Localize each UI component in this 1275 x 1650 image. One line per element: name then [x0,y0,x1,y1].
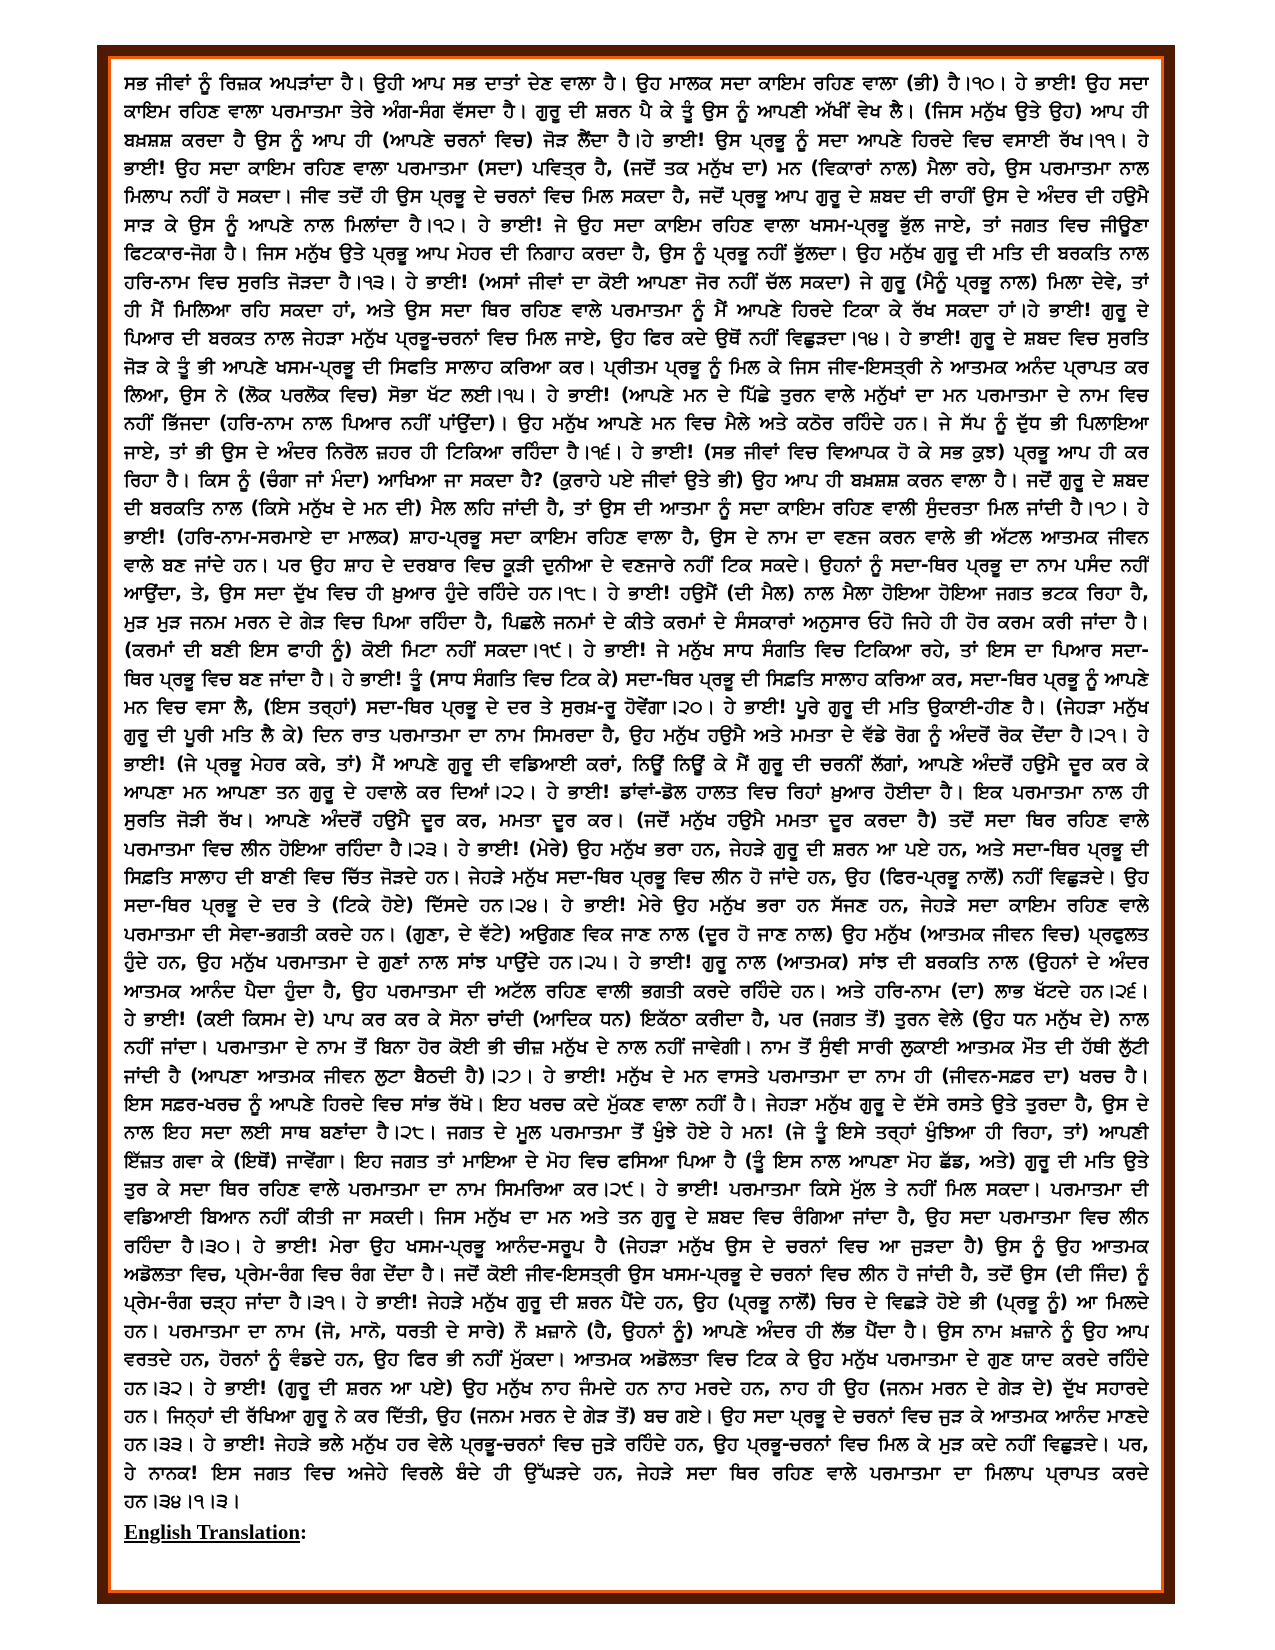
text-line: ਵਾਲੇ ਬਣ ਜਾਂਦੇ ਹਨ। ਪਰ ਉਹ ਸ਼ਾਹ ਦੇ ਦਰਬਾਰ ਵਿਚ ਕੂੜੀ ਦੁਨੀਆ ਦੇ ਵਣਜਾਰੇ ਨਹੀਂ ਟਿਕ ਸਕਦੇ। ਉਹਨਾਂ ਨੂੰ ਸਦਾ-ਥਿਰ ਪ੍ਰਭੂ ਦਾ ਨਾਮ ਪਸੰਦ ਨਹੀਂ [124,555,1149,577]
english-translation-label: English Translation [124,1520,301,1544]
text-line: ਹਨ।੩੩। ਹੇ ਭਾਈ! ਜੇਹੜੇ ਭਲੇ ਮਨੁੱਖ ਹਰ ਵੇਲੇ ਪ੍ਰਭੂ-ਚਰਨਾਂ ਵਿਚ ਜੁੜੇ ਰਹਿੰਦੇ ਹਨ, ਉਹ ਪ੍ਰਭੂ-ਚਰਨਾਂ ਵਿਚ ਮਿਲ ਕੇ ਮੁੜ ਕਦੇ ਨਹੀਂ ਵਿਛੁੜਦੇ। ਪਰ, [124,1434,1149,1456]
text-line: ਦੀ ਬਰਕਤਿ ਨਾਲ (ਕਿਸੇ ਮਨੁੱਖ ਦੇ ਮਨ ਦੀ) ਮੈਲ ਲਹਿ ਜਾਂਦੀ ਹੈ, ਤਾਂ ਉਸ ਦੀ ਆਤਮਾ ਨੂੰ ਸਦਾ ਕਾਇਮ ਰਹਿਣ ਵਾਲੀ ਸੁੰਦਰਤਾ ਮਿਲ ਜਾਂਦੀ ਹੈ।੧੭। ਹੇ [124,498,1149,520]
text-line: ਅਡੋਲਤਾ ਵਿਚ, ਪ੍ਰੇਮ-ਰੰਗ ਵਿਚ ਰੰਗ ਦੇਂਦਾ ਹੈ। ਜਦੋਂ ਕੋਈ ਜੀਵ-ਇਸਤ੍ਰੀ ਉਸ ਖਸਮ-ਪ੍ਰਭੂ ਦੇ ਚਰਨਾਂ ਵਿਚ ਲੀਨ ਹੋ ਜਾਂਦੀ ਹੈ, ਤਦੋਂ ਉਸ (ਦੀ ਜਿੰਦ) ਨੂੰ [124,1264,1149,1286]
text-line: ਨਾਲ ਇਹ ਸਦਾ ਲਈ ਸਾਥ ਬਣਾਂਦਾ ਹੈ।੨੮। ਜਗਤ ਦੇ ਮੂਲ ਪਰਮਾਤਮਾ ਤੋਂ ਖੁੰਝੇ ਹੋਏ ਹੇ ਮਨ! (ਜੇ ਤੂੰ ਇਸੇ ਤਰ੍ਹਾਂ ਖੁੰਝਿਆ ਹੀ ਰਿਹਾ, ਤਾਂ) ਆਪਣੀ [124,1122,1149,1144]
text-line: ਹਰਿ-ਨਾਮ ਵਿਚ ਸੁਰਤਿ ਜੋੜਦਾ ਹੈ।੧੩। ਹੇ ਭਾਈ! (ਅਸਾਂ ਜੀਵਾਂ ਦਾ ਕੋਈ ਆਪਣਾ ਜੋਰ ਨਹੀਂ ਚੱਲ ਸਕਦਾ) ਜੇ ਗੁਰੂ (ਮੈਨੂੰ ਪ੍ਰਭੂ ਨਾਲ) ਮਿਲਾ ਦੇਵੇ, ਤਾਂ [124,271,1149,293]
text-line: ਆਉਂਦਾ, ਤੇ, ਉਸ ਸਦਾ ਦੁੱਖ ਵਿਚ ਹੀ ਖ਼ੁਆਰ ਹੁੰਦੇ ਰਹਿੰਦੇ ਹਨ।੧੮। ਹੇ ਭਾਈ! ਹਉਮੈਂ (ਦੀ ਮੈਲ) ਨਾਲ ਮੈਲਾ ਹੋਇਆ ਹੋਇਆ ਜਗਤ ਭਟਕ ਰਿਹਾ ਹੈ, [124,583,1149,605]
text-line: ਤੁਰ ਕੇ ਸਦਾ ਥਿਰ ਰਹਿਣ ਵਾਲੇ ਪਰਮਾਤਮਾ ਦਾ ਨਾਮ ਸਿਮਰਿਆ ਕਰ।੨੯। ਹੇ ਭਾਈ! ਪਰਮਾਤਮਾ ਕਿਸੇ ਮੁੱਲ ਤੇ ਨਹੀਂ ਮਿਲ ਸਕਦਾ। ਪਰਮਾਤਮਾ ਦੀ [124,1179,1149,1201]
text-line: ਫਿਟਕਾਰ-ਜੋਗ ਹੈ। ਜਿਸ ਮਨੁੱਖ ਉਤੇ ਪ੍ਰਭੂ ਆਪ ਮੇਹਰ ਦੀ ਨਿਗਾਹ ਕਰਦਾ ਹੈ, ਉਸ ਨੂੰ ਪ੍ਰਭੂ ਨਹੀਂ ਭੁੱਲਦਾ। ਉਹ ਮਨੁੱਖ ਗੁਰੂ ਦੀ ਮਤਿ ਦੀ ਬਰਕਤਿ ਨਾਲ [124,243,1149,265]
text-line: ਹਨ।੩੪।੧।੩। [124,1490,241,1512]
text-line: ਮੁੜ ਮੁੜ ਜਨਮ ਮਰਨ ਦੇ ਗੇੜ ਵਿਚ ਪਿਆ ਰਹਿੰਦਾ ਹੈ, ਪਿਛਲੇ ਜਨਮਾਂ ਦੇ ਕੀਤੇ ਕਰਮਾਂ ਦੇ ਸੰਸਕਾਰਾਂ ਅਨੁਸਾਰ ਓਹੋ ਜਿਹੇ ਹੀ ਹੋਰ ਕਰਮ ਕਰੀ ਜਾਂਦਾ ਹੈ। [124,611,1149,633]
text-line: ਨਹੀਂ ਭਿੱਜਦਾ (ਹਰਿ-ਨਾਮ ਨਾਲ ਪਿਆਰ ਨਹੀਂ ਪਾਂਉਂਦਾ)। ਉਹ ਮਨੁੱਖ ਆਪਣੇ ਮਨ ਵਿਚ ਮੈਲੇ ਅਤੇ ਕਠੋਰ ਰਹਿੰਦੇ ਹਨ। ਜੇ ਸੱਪ ਨੂੰ ਦੁੱਧ ਭੀ ਪਿਲਾਇਆ [124,413,1149,435]
text-line: ਆਪਣਾ ਮਨ ਆਪਣਾ ਤਨ ਗੁਰੂ ਦੇ ਹਵਾਲੇ ਕਰ ਦਿਆਂ।੨੨। ਹੇ ਭਾਈ! ਡਾਂਵਾਂ-ਡੋਲ ਹਾਲਤ ਵਿਚ ਰਿਹਾਂ ਖ਼ੁਆਰ ਹੋਈਦਾ ਹੈ। ਇਕ ਪਰਮਾਤਮਾ ਨਾਲ ਹੀ [124,781,1149,803]
text-line: ਇੱਜ਼ਤ ਗਵਾ ਕੇ (ਇਥੋਂ) ਜਾਵੇਂਗਾ। ਇਹ ਜਗਤ ਤਾਂ ਮਾਇਆ ਦੇ ਮੋਹ ਵਿਚ ਫਸਿਆ ਪਿਆ ਹੈ (ਤੂੰ ਇਸ ਨਾਲ ਆਪਣਾ ਮੋਹ ਛੱਡ, ਅਤੇ) ਗੁਰੂ ਦੀ ਮਤਿ ਉਤੇ [124,1150,1149,1172]
text-line: ਸੁਰਤਿ ਜੋੜੀ ਰੱਖ। ਆਪਣੇ ਅੰਦਰੋਂ ਹਉਮੈ ਦੂਰ ਕਰ, ਮਮਤਾ ਦੂਰ ਕਰ। (ਜਦੋਂ ਮਨੁੱਖ ਹਉਮੈ ਮਮਤਾ ਦੂਰ ਕਰਦਾ ਹੈ) ਤਦੋਂ ਸਦਾ ਥਿਰ ਰਹਿਣ ਵਾਲੇ [124,810,1149,832]
text-line: ਸਿਫ਼ਤਿ ਸਾਲਾਹ ਦੀ ਬਾਣੀ ਵਿਚ ਚਿੱਤ ਜੋੜਦੇ ਹਨ। ਜੇਹੜੇ ਮਨੁੱਖ ਸਦਾ-ਥਿਰ ਪ੍ਰਭੂ ਵਿਚ ਲੀਨ ਹੋ ਜਾਂਦੇ ਹਨ, ਉਹ (ਫਿਰ-ਪ੍ਰਭੂ ਨਾਲੋਂ) ਨਹੀਂ ਵਿਛੁੜਦੇ। ਉਹ [124,867,1149,889]
text-line: ਇਸ ਸਫ਼ਰ-ਖਰਚ ਨੂੰ ਆਪਣੇ ਹਿਰਦੇ ਵਿਚ ਸਾਂਭ ਰੱਖੋ। ਇਹ ਖਰਚ ਕਦੇ ਮੁੱਕਣ ਵਾਲਾ ਨਹੀਂ ਹੈ। ਜੇਹੜਾ ਮਨੁੱਖ ਗੁਰੂ ਦੇ ਦੱਸੇ ਰਸਤੇ ਉਤੇ ਤੁਰਦਾ ਹੈ, ਉਸ ਦੇ [124,1093,1149,1115]
text-line: ਪਿਆਰ ਦੀ ਬਰਕਤ ਨਾਲ ਜੇਹੜਾ ਮਨੁੱਖ ਪ੍ਰਭੂ-ਚਰਨਾਂ ਵਿਚ ਮਿਲ ਜਾਏ, ਉਹ ਫਿਰ ਕਦੇ ਉਥੋਂ ਨਹੀਂ ਵਿਛੁੜਦਾ।੧੪। ਹੇ ਭਾਈ! ਗੁਰੂ ਦੇ ਸ਼ਬਦ ਵਿਚ ਸੁਰਤਿ [124,328,1149,350]
text-line: ਭਾਈ! (ਹਰਿ-ਨਾਮ-ਸਰਮਾਏ ਦਾ ਮਾਲਕ) ਸ਼ਾਹ-ਪ੍ਰਭੂ ਸਦਾ ਕਾਇਮ ਰਹਿਣ ਵਾਲਾ ਹੈ, ਉਸ ਦੇ ਨਾਮ ਦਾ ਵਣਜ ਕਰਨ ਵਾਲੇ ਭੀ ਅੱਟਲ ਆਤਮਕ ਜੀਵਨ [124,526,1149,548]
text-line: ਵਰਤਦੇ ਹਨ, ਹੋਰਨਾਂ ਨੂੰ ਵੰਡਦੇ ਹਨ, ਉਹ ਫਿਰ ਭੀ ਨਹੀਂ ਮੁੱਕਦਾ। ਆਤਮਕ ਅਡੋਲਤਾ ਵਿਚ ਟਿਕ ਕੇ ਉਹ ਮਨੁੱਖ ਪਰਮਾਤਮਾ ਦੇ ਗੁਣ ਯਾਦ ਕਰਦੇ ਰਹਿੰਦੇ [124,1349,1149,1371]
text-line: ਪ੍ਰੇਮ-ਰੰਗ ਚੜ੍ਹ ਜਾਂਦਾ ਹੈ।੩੧। ਹੇ ਭਾਈ! ਜੇਹੜੇ ਮਨੁੱਖ ਗੁਰੂ ਦੀ ਸ਼ਰਨ ਪੈਂਦੇ ਹਨ, ਉਹ (ਪ੍ਰਭੂ ਨਾਲੋਂ) ਚਿਰ ਦੇ ਵਿਛੜੇ ਹੋਏ ਭੀ (ਪ੍ਰਭੂ ਨੂੰ) ਆ ਮਿਲਦੇ [124,1292,1149,1314]
text-line: (ਕਰਮਾਂ ਦੀ ਬਣੀ ਇਸ ਫਾਹੀ ਨੂੰ) ਕੋਈ ਮਿਟਾ ਨਹੀਂ ਸਕਦਾ।੧੯। ਹੇ ਭਾਈ! ਜੇ ਮਨੁੱਖ ਸਾਧ ਸੰਗਤਿ ਵਿਚ ਟਿਕਿਆ ਰਹੇ, ਤਾਂ ਇਸ ਦਾ ਪਿਆਰ ਸਦਾ- [124,640,1149,662]
text-line: ਹੁੰਦੇ ਹਨ, ਉਹ ਮਨੁੱਖ ਪਰਮਾਤਮਾ ਦੇ ਗੁਣਾਂ ਨਾਲ ਸਾਂਝ ਪਾਉਂਦੇ ਹਨ।੨੫। ਹੇ ਭਾਈ! ਗੁਰੂ ਨਾਲ (ਆਤਮਕ) ਸਾਂਝ ਦੀ ਬਰਕਤਿ ਨਾਲ (ਉਹਨਾਂ ਦੇ ਅੰਦਰ [124,952,1149,974]
text-line: ਜਾਂਦੀ ਹੈ (ਆਪਣਾ ਆਤਮਕ ਜੀਵਨ ਲੁਟਾ ਬੈਠਦੀ ਹੈ)।੨੭। ਹੇ ਭਾਈ! ਮਨੁੱਖ ਦੇ ਮਨ ਵਾਸਤੇ ਪਰਮਾਤਮਾ ਦਾ ਨਾਮ ਹੀ (ਜੀਵਨ-ਸਫ਼ਰ ਦਾ) ਖਰਚ ਹੈ। [124,1065,1149,1087]
text-line: ਭਾਈ! (ਜੇ ਪ੍ਰਭੂ ਮੇਹਰ ਕਰੇ, ਤਾਂ) ਮੈਂ ਆਪਣੇ ਗੁਰੂ ਦੀ ਵਡਿਆਈ ਕਰਾਂ, ਨਿਊਂ ਨਿਊਂ ਕੇ ਮੈਂ ਗੁਰੂ ਦੀ ਚਰਨੀਂ ਲੱਗਾਂ, ਆਪਣੇ ਅੰਦਰੋਂ ਹਉਮੈ ਦੂਰ ਕਰ ਕੇ [124,753,1149,775]
text-line: ਸਦਾ-ਥਿਰ ਪ੍ਰਭੂ ਦੇ ਦਰ ਤੇ (ਟਿਕੇ ਹੋਏ) ਦਿੱਸਦੇ ਹਨ।੨੪। ਹੇ ਭਾਈ! ਮੇਰੇ ਉਹ ਮਨੁੱਖ ਭਰਾ ਹਨ ਸੱਜਣ ਹਨ, ਜੇਹੜੇ ਸਦਾ ਕਾਇਮ ਰਹਿਣ ਵਾਲੇ [124,895,1149,917]
text-line: ਗੁਰੂ ਦੀ ਪੂਰੀ ਮਤਿ ਲੈ ਕੇ) ਦਿਨ ਰਾਤ ਪਰਮਾਤਮਾ ਦਾ ਨਾਮ ਸਿਮਰਦਾ ਹੈ, ਉਹ ਮਨੁੱਖ ਹਉਮੈ ਅਤੇ ਮਮਤਾ ਦੇ ਵੱਡੇ ਰੋਗ ਨੂੰ ਅੰਦਰੋਂ ਰੋਕ ਦੇਂਦਾ ਹੈ।੨੧। ਹੇ [124,725,1149,747]
gurmukhi-text-block [124,70,1149,1516]
text-line: ਲਿਆ, ਉਸ ਨੇ (ਲੋਕ ਪਰਲੋਕ ਵਿਚ) ਸੋਭਾ ਖੱਟ ਲਈ।੧੫। ਹੇ ਭਾਈ! (ਆਪਣੇ ਮਨ ਦੇ ਪਿੱਛੇ ਤੁਰਨ ਵਾਲੇ ਮਨੁੱਖਾਂ ਦਾ ਮਨ ਪਰਮਾਤਮਾ ਦੇ ਨਾਮ ਵਿਚ [124,384,1149,406]
text-line: ਭਾਈ! ਉਹ ਸਦਾ ਕਾਇਮ ਰਹਿਣ ਵਾਲਾ ਪਰਮਾਤਮਾ (ਸਦਾ) ਪਵਿਤ੍ਰ ਹੈ, (ਜਦੋਂ ਤਕ ਮਨੁੱਖ ਦਾ) ਮਨ (ਵਿਕਾਰਾਂ ਨਾਲ) ਮੈਲਾ ਰਹੇ, ਉਸ ਪਰਮਾਤਮਾ ਨਾਲ [124,158,1149,180]
text-line: ਰਿਹਾ ਹੈ। ਕਿਸ ਨੂੰ (ਚੰਗਾ ਜਾਂ ਮੰਦਾ) ਆਖਿਆ ਜਾ ਸਕਦਾ ਹੈ? (ਕੁਰਾਹੇ ਪਏ ਜੀਵਾਂ ਉਤੇ ਭੀ) ਉਹ ਆਪ ਹੀ ਬਖ਼ਸ਼ਸ਼ ਕਰਨ ਵਾਲਾ ਹੈ। ਜਦੋਂ ਗੁਰੂ ਦੇ ਸ਼ਬਦ [124,470,1149,492]
text-line: ਸਭ ਜੀਵਾਂ ਨੂੰ ਰਿਜ਼ਕ ਅਪੜਾਂਦਾ ਹੈ। ਉਹੀ ਆਪ ਸਭ ਦਾਤਾਂ ਦੇਣ ਵਾਲਾ ਹੈ। ਉਹ ਮਾਲਕ ਸਦਾ ਕਾਇਮ ਰਹਿਣ ਵਾਲਾ (ਭੀ) ਹੈ।੧੦। ਹੇ ਭਾਈ! ਉਹ ਸਦਾ [124,73,1149,94]
text-line: ਬਖ਼ਸ਼ਸ਼ ਕਰਦਾ ਹੈ ਉਸ ਨੂੰ ਆਪ ਹੀ (ਆਪਣੇ ਚਰਨਾਂ ਵਿਚ) ਜੋੜ ਲੈਂਦਾ ਹੈ।ਹੇ ਭਾਈ! ਉਸ ਪ੍ਰਭੂ ਨੂੰ ਸਦਾ ਆਪਣੇ ਹਿਰਦੇ ਵਿਚ ਵਸਾਈ ਰੱਖ।੧੧। ਹੇ [124,129,1149,151]
text-line: ਨਹੀਂ ਜਾਂਦਾ। ਪਰਮਾਤਮਾ ਦੇ ਨਾਮ ਤੋਂ ਬਿਨਾ ਹੋਰ ਕੋਈ ਭੀ ਚੀਜ਼ ਮਨੁੱਖ ਦੇ ਨਾਲ ਨਹੀਂ ਜਾਵੇਗੀ। ਨਾਮ ਤੋਂ ਸੁੰਞੀ ਸਾਰੀ ਲੁਕਾਈ ਆਤਮਕ ਮੌਤ ਦੀ ਹੱਥੀ ਲੁੱਟੀ [124,1037,1149,1059]
text-line: ਹਨ।੩੨। ਹੇ ਭਾਈ! (ਗੁਰੂ ਦੀ ਸ਼ਰਨ ਆ ਪਏ) ਉਹ ਮਨੁੱਖ ਨਾਹ ਜੰਮਦੇ ਹਨ ਨਾਹ ਮਰਦੇ ਹਨ, ਨਾਹ ਹੀ ਉਹ (ਜਨਮ ਮਰਨ ਦੇ ਗੇੜ ਦੇ) ਦੁੱਖ ਸਹਾਰਦੇ [124,1377,1149,1399]
text-line: ਕਾਇਮ ਰਹਿਣ ਵਾਲਾ ਪਰਮਾਤਮਾ ਤੇਰੇ ਅੰਗ-ਸੰਗ ਵੱਸਦਾ ਹੈ। ਗੁਰੂ ਦੀ ਸ਼ਰਨ ਪੈ ਕੇ ਤੂੰ ਉਸ ਨੂੰ ਆਪਣੀ ਅੱਖੀਂ ਵੇਖ ਲੈ। (ਜਿਸ ਮਨੁੱਖ ਉਤੇ ਉਹ) ਆਪ ਹੀ [124,101,1149,123]
text-line: ਰਹਿੰਦਾ ਹੈ।੩੦। ਹੇ ਭਾਈ! ਮੇਰਾ ਉਹ ਖਸਮ-ਪ੍ਰਭੂ ਆਨੰਦ-ਸਰੂਪ ਹੈ (ਜੇਹੜਾ ਮਨੁੱਖ ਉਸ ਦੇ ਚਰਨਾਂ ਵਿਚ ਆ ਜੁੜਦਾ ਹੈ) ਉਸ ਨੂੰ ਉਹ ਆਤਮਕ [124,1235,1149,1257]
text-line: ਜਾਏ, ਤਾਂ ਭੀ ਉਸ ਦੇ ਅੰਦਰ ਨਿਰੋਲ ਜ਼ਹਰ ਹੀ ਟਿਕਿਆ ਰਹਿੰਦਾ ਹੈ।੧੬। ਹੇ ਭਾਈ! (ਸਭ ਜੀਵਾਂ ਵਿਚ ਵਿਆਪਕ ਹੋ ਕੇ ਸਭ ਕੁਝ) ਪ੍ਰਭੂ ਆਪ ਹੀ ਕਰ [124,441,1149,463]
english-translation-colon: : [300,1520,308,1544]
text-line: ਹਨ। ਜਿਨ੍ਹਾਂ ਦੀ ਰੱਖਿਆ ਗੁਰੂ ਨੇ ਕਰ ਦਿੱਤੀ, ਉਹ (ਜਨਮ ਮਰਨ ਦੇ ਗੇੜ ਤੋਂ) ਬਚ ਗਏ। ਉਹ ਸਦਾ ਪ੍ਰਭੂ ਦੇ ਚਰਨਾਂ ਵਿਚ ਜੁੜ ਕੇ ਆਤਮਕ ਆਨੰਦ ਮਾਣਦੇ [124,1405,1149,1427]
text-line: ਹੇ ਭਾਈ! (ਕਈ ਕਿਸਮ ਦੇ) ਪਾਪ ਕਰ ਕਰ ਕੇ ਸੋਨਾ ਚਾਂਦੀ (ਆਦਿਕ ਧਨ) ਇਕੱਠਾ ਕਰੀਦਾ ਹੈ, ਪਰ (ਜਗਤ ਤੋਂ) ਤੁਰਨ ਵੇਲੇ (ਉਹ ਧਨ ਮਨੁੱਖ ਦੇ) ਨਾਲ [124,1008,1149,1030]
english-translation-heading [124,1520,307,1545]
text-line: ਪਰਮਾਤਮਾ ਵਿਚ ਲੀਨ ਹੋਇਆ ਰਹਿੰਦਾ ਹੈ।੨੩। ਹੇ ਭਾਈ! (ਮੇਰੇ) ਉਹ ਮਨੁੱਖ ਭਰਾ ਹਨ, ਜੇਹੜੇ ਗੁਰੂ ਦੀ ਸ਼ਰਨ ਆ ਪਏ ਹਨ, ਅਤੇ ਸਦਾ-ਥਿਰ ਪ੍ਰਭੂ ਦੀ [124,838,1149,860]
text-line: ਹੇ ਨਾਨਕ! ਇਸ ਜਗਤ ਵਿਚ ਅਜੇਹੇ ਵਿਰਲੇ ਬੰਦੇ ਹੀ ਉੱਘੜਦੇ ਹਨ, ਜੇਹੜੇ ਸਦਾ ਥਿਰ ਰਹਿਣ ਵਾਲੇ ਪਰਮਾਤਮਾ ਦਾ ਮਿਲਾਪ ਪ੍ਰਾਪਤ ਕਰਦੇ [124,1462,1149,1484]
text-line: ਵਡਿਆਈ ਬਿਆਨ ਨਹੀਂ ਕੀਤੀ ਜਾ ਸਕਦੀ। ਜਿਸ ਮਨੁੱਖ ਦਾ ਮਨ ਅਤੇ ਤਨ ਗੁਰੂ ਦੇ ਸ਼ਬਦ ਵਿਚ ਰੰਗਿਆ ਜਾਂਦਾ ਹੈ, ਉਹ ਸਦਾ ਪਰਮਾਤਮਾ ਵਿਚ ਲੀਨ [124,1207,1149,1229]
text-line: ਹਨ। ਪਰਮਾਤਮਾ ਦਾ ਨਾਮ (ਜੋ, ਮਾਨੋ, ਧਰਤੀ ਦੇ ਸਾਰੇ) ਨੌ ਖ਼ਜ਼ਾਨੇ (ਹੈ, ਉਹਨਾਂ ਨੂੰ) ਆਪਣੇ ਅੰਦਰ ਹੀ ਲੱਭ ਪੈਂਦਾ ਹੈ। ਉਸ ਨਾਮ ਖ਼ਜ਼ਾਨੇ ਨੂੰ ਉਹ ਆਪ [124,1320,1149,1342]
text-line: ਥਿਰ ਪ੍ਰਭੂ ਵਿਚ ਬਣ ਜਾਂਦਾ ਹੈ। ਹੇ ਭਾਈ! ਤੂੰ (ਸਾਧ ਸੰਗਤਿ ਵਿਚ ਟਿਕ ਕੇ) ਸਦਾ-ਥਿਰ ਪ੍ਰਭੂ ਦੀ ਸਿਫ਼ਤਿ ਸਾਲਾਹ ਕਰਿਆ ਕਰ, ਸਦਾ-ਥਿਰ ਪ੍ਰਭੂ ਨੂੰ ਆਪਣੇ [124,668,1149,690]
text-line: ਜੋੜ ਕੇ ਤੂੰ ਭੀ ਆਪਣੇ ਖਸਮ-ਪ੍ਰਭੂ ਦੀ ਸਿਫਤਿ ਸਾਲਾਹ ਕਰਿਆ ਕਰ। ਪ੍ਰੀਤਮ ਪ੍ਰਭੂ ਨੂੰ ਮਿਲ ਕੇ ਜਿਸ ਜੀਵ-ਇਸਤ੍ਰੀ ਨੇ ਆਤਮਕ ਅਨੰਦ ਪ੍ਰਾਪਤ ਕਰ [124,356,1149,378]
text-line: ਹੀ ਮੈਂ ਮਿਲਿਆ ਰਹਿ ਸਕਦਾ ਹਾਂ, ਅਤੇ ਉਸ ਸਦਾ ਥਿਰ ਰਹਿਣ ਵਾਲੇ ਪਰਮਾਤਮਾ ਨੂੰ ਮੈਂ ਆਪਣੇ ਹਿਰਦੇ ਟਿਕਾ ਕੇ ਰੱਖ ਸਕਦਾ ਹਾਂ।ਹੇ ਭਾਈ! ਗੁਰੂ ਦੇ [124,299,1149,321]
text-line: ਮਨ ਵਿਚ ਵਸਾ ਲੈ, (ਇਸ ਤਰ੍ਹਾਂ) ਸਦਾ-ਥਿਰ ਪ੍ਰਭੂ ਦੇ ਦਰ ਤੇ ਸੁਰਖ਼-ਰੂ ਹੋਵੇਂਗਾ।੨੦। ਹੇ ਭਾਈ! ਪੂਰੇ ਗੁਰੂ ਦੀ ਮਤਿ ਉਕਾਈ-ਹੀਣ ਹੈ। (ਜੇਹੜਾ ਮਨੁੱਖ [124,696,1149,718]
text-line: ਆਤਮਕ ਆਨੰਦ ਪੈਦਾ ਹੁੰਦਾ ਹੈ, ਉਹ ਪਰਮਾਤਮਾ ਦੀ ਅਟੱਲ ਰਹਿਣ ਵਾਲੀ ਭਗਤੀ ਕਰਦੇ ਰਹਿੰਦੇ ਹਨ। ਅਤੇ ਹਰਿ-ਨਾਮ (ਦਾ) ਲਾਭ ਖੱਟਦੇ ਹਨ।੨੬। [124,980,1149,1002]
text-line: ਪਰਮਾਤਮਾ ਦੀ ਸੇਵਾ-ਭਗਤੀ ਕਰਦੇ ਹਨ। (ਗੁਣਾ, ਦੇ ਵੱਟੇ) ਅਉਗਣ ਵਿਕ ਜਾਣ ਨਾਲ (ਦੂਰ ਹੋ ਜਾਣ ਨਾਲ) ਉਹ ਮਨੁੱਖ (ਆਤਮਕ ਜੀਵਨ ਵਿਚ) ਪ੍ਰਫੁਲਤ [124,923,1149,945]
text-line: ਮਿਲਾਪ ਨਹੀਂ ਹੋ ਸਕਦਾ। ਜੀਵ ਤਦੋਂ ਹੀ ਉਸ ਪ੍ਰਭੂ ਦੇ ਚਰਨਾਂ ਵਿਚ ਮਿਲ ਸਕਦਾ ਹੈ, ਜਦੋਂ ਪ੍ਰਭੂ ਆਪ ਗੁਰੂ ਦੇ ਸ਼ਬਦ ਦੀ ਰਾਹੀਂ ਉਸ ਦੇ ਅੰਦਰ ਦੀ ਹਉਮੈ [124,186,1149,208]
text-line: ਸਾੜ ਕੇ ਉਸ ਨੂੰ ਆਪਣੇ ਨਾਲ ਮਿਲਾਂਦਾ ਹੈ।੧੨। ਹੇ ਭਾਈ! ਜੇ ਉਹ ਸਦਾ ਕਾਇਮ ਰਹਿਣ ਵਾਲਾ ਖਸਮ-ਪ੍ਰਭੂ ਭੁੱਲ ਜਾਏ, ਤਾਂ ਜਗਤ ਵਿਚ ਜੀਊਣਾ [124,214,1149,236]
